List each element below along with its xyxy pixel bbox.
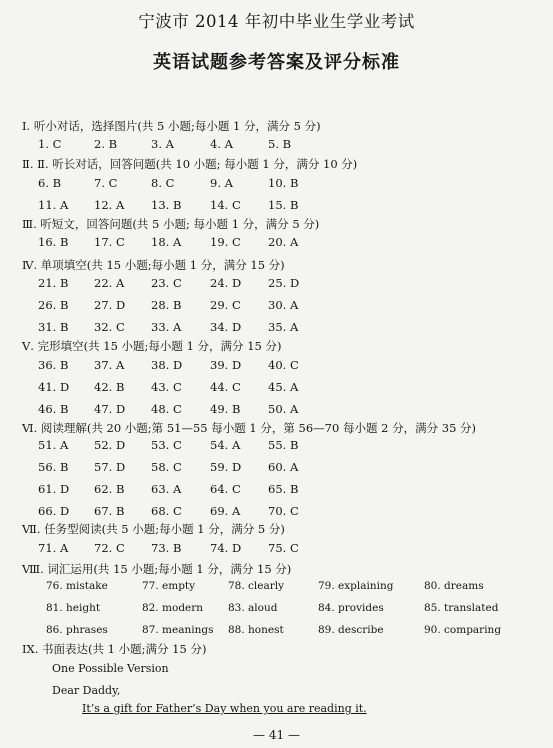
section-heading: Ⅷ. 词汇运用(共 15 小题;每小题 1 分，满分 15 分) xyxy=(22,562,292,576)
answer-item: 9. A xyxy=(210,176,233,190)
answer-item: 59. D xyxy=(210,460,242,474)
answer-item: 62. B xyxy=(94,482,125,496)
section-heading: IX. 书面表达(共 1 小题;满分 15 分) xyxy=(22,642,207,656)
answer-item: 33. A xyxy=(151,320,182,334)
answer-item: 50. A xyxy=(268,402,299,416)
answer-item: 32. C xyxy=(94,320,125,334)
answer-item: 69. A xyxy=(210,504,241,518)
answer-item: 63. A xyxy=(151,482,182,496)
answer-item: 58. C xyxy=(151,460,182,474)
answer-item: 73. B xyxy=(151,541,182,555)
answer-item: 88. honest xyxy=(228,624,284,636)
answer-item: 81. height xyxy=(46,602,101,614)
answer-item: 52. D xyxy=(94,438,126,452)
answer-item: 25. D xyxy=(268,276,300,290)
answer-item: 44. C xyxy=(210,380,241,394)
answer-item: 31. B xyxy=(38,320,69,334)
answer-item: 36. B xyxy=(38,358,69,372)
answer-item: 26. B xyxy=(38,298,69,312)
answer-item: 76. mistake xyxy=(46,580,108,592)
answer-item: 53. C xyxy=(151,438,182,452)
answer-item: 78. clearly xyxy=(228,580,285,592)
answer-item: 19. C xyxy=(210,235,241,249)
answer-item: 15. B xyxy=(268,198,299,212)
answer-item: 60. A xyxy=(268,460,299,474)
answer-item: 85. translated xyxy=(424,602,499,614)
answer-item: 10. B xyxy=(268,176,299,190)
answer-item: 86. phrases xyxy=(46,624,108,636)
answer-item: 87. meanings xyxy=(142,624,214,636)
answer-item: 48. C xyxy=(151,402,182,416)
answer-item: 47. D xyxy=(94,402,126,416)
answer-item: 43. C xyxy=(151,380,182,394)
section-heading: Ⅰ. 听小对话，选择图片(共 5 小题;每小题 1 分，满分 5 分) xyxy=(22,119,321,133)
answer-item: 28. B xyxy=(151,298,182,312)
answer-item: 83. aloud xyxy=(228,602,278,614)
answer-item: 75. C xyxy=(268,541,299,555)
answer-item: 61. D xyxy=(38,482,70,496)
section-heading: Ⅲ. 听短文，回答问题(共 5 小题; 每小题 1 分，满分 5 分) xyxy=(22,217,320,231)
answer-item: 14. C xyxy=(210,198,241,212)
answer-item: 82. modern xyxy=(142,602,204,614)
answer-item: 49. B xyxy=(210,402,241,416)
answer-item: 38. D xyxy=(151,358,183,372)
answer-item: 21. B xyxy=(38,276,69,290)
answer-item: 7. C xyxy=(94,176,118,190)
answer-item: 56. B xyxy=(38,460,69,474)
answer-item: 35. A xyxy=(268,320,299,334)
answer-item: 89. describe xyxy=(318,624,384,636)
page-number: — 41 — xyxy=(253,728,300,742)
answer-item: 17. C xyxy=(94,235,125,249)
answer-item: 41. D xyxy=(38,380,70,394)
answer-item: 30. A xyxy=(268,298,299,312)
answer-item: 39. D xyxy=(210,358,242,372)
answer-item: 12. A xyxy=(94,198,125,212)
answer-item: 66. D xyxy=(38,504,70,518)
essay-line: It’s a gift for Father’s Day when you are reading it. xyxy=(82,702,367,715)
answer-item: 71. A xyxy=(38,541,69,555)
answer-item: 1. C xyxy=(38,137,62,151)
answer-item: 8. C xyxy=(151,176,175,190)
answer-item: 54. A xyxy=(210,438,241,452)
answer-item: 37. A xyxy=(94,358,125,372)
answer-item: 11. A xyxy=(38,198,69,212)
section-heading: Ⅵ. 阅读理解(共 20 小题;第 51—55 每小题 1 分，第 56—70 每小题 2 分，满分 35 分) xyxy=(22,421,477,435)
answer-item: 77. empty xyxy=(142,580,196,592)
answer-item: 16. B xyxy=(38,235,69,249)
answer-item: 51. A xyxy=(38,438,69,452)
section-heading: Ⅴ. 完形填空(共 15 小题;每小题 1 分，满分 15 分) xyxy=(22,339,282,353)
answer-item: 20. A xyxy=(268,235,299,249)
answer-item: 84. provides xyxy=(318,602,384,614)
answer-item: 27. D xyxy=(94,298,126,312)
answer-item: 22. A xyxy=(94,276,125,290)
answer-item: 23. C xyxy=(151,276,182,290)
answer-item: 90. comparing xyxy=(424,624,502,636)
answer-item: 80. dreams xyxy=(424,580,484,592)
answer-item: 40. C xyxy=(268,358,299,372)
answer-item: 57. D xyxy=(94,460,126,474)
answer-item: 34. D xyxy=(210,320,242,334)
answer-item: 42. B xyxy=(94,380,125,394)
answer-item: 29. C xyxy=(210,298,241,312)
answer-item: 74. D xyxy=(210,541,242,555)
page-title: 宁波市 2014 年初中毕业生学业考试 xyxy=(138,12,415,31)
section-heading: Ⅳ. 单项填空(共 15 小题;每小题 1 分，满分 15 分) xyxy=(22,258,285,272)
answer-item: 45. A xyxy=(268,380,299,394)
answer-item: 72. C xyxy=(94,541,125,555)
answer-item: 3. A xyxy=(151,137,174,151)
essay-version: One Possible Version xyxy=(52,662,169,675)
answer-item: 2. B xyxy=(94,137,118,151)
answer-item: 79. explaining xyxy=(318,580,394,592)
answer-item: 13. B xyxy=(151,198,182,212)
answer-item: 55. B xyxy=(268,438,299,452)
answer-item: 24. D xyxy=(210,276,242,290)
answer-item: 5. B xyxy=(268,137,292,151)
answer-item: 4. A xyxy=(210,137,233,151)
answer-item: 68. C xyxy=(151,504,182,518)
answer-item: 46. B xyxy=(38,402,69,416)
answer-item: 65. B xyxy=(268,482,299,496)
answer-item: 67. B xyxy=(94,504,125,518)
section-heading: Ⅱ. Ⅱ. 听长对话，回答问题(共 10 小题; 每小题 1 分，满分 10 分) xyxy=(22,157,358,171)
essay-greeting: Dear Daddy, xyxy=(52,684,121,697)
section-heading: Ⅶ. 任务型阅读(共 5 小题;每小题 1 分，满分 5 分) xyxy=(22,522,285,536)
answer-item: 18. A xyxy=(151,235,182,249)
answer-item: 70. C xyxy=(268,504,299,518)
answer-item: 6. B xyxy=(38,176,62,190)
page-subtitle: 英语试题参考答案及评分标准 xyxy=(153,52,400,73)
answer-item: 64. C xyxy=(210,482,241,496)
